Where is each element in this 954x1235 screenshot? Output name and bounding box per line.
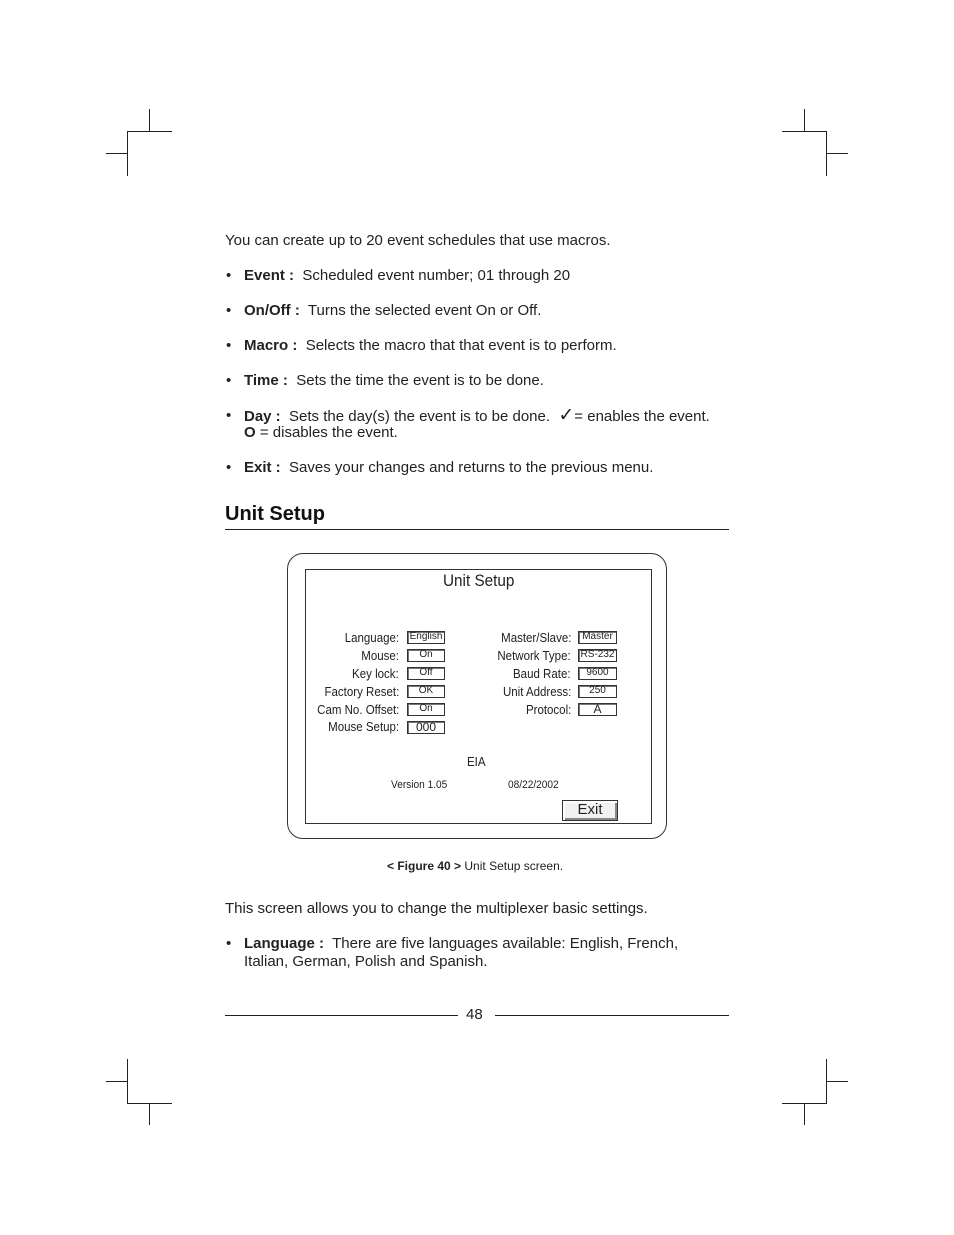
bullet-desc: Scheduled event number; 01 through 20 xyxy=(302,267,571,284)
bullet-time xyxy=(244,372,544,390)
mouse-setup-label: Mouse Setup: xyxy=(328,720,399,734)
crop-mark xyxy=(128,131,172,132)
bullet-desc: There are five languages available: English, French, xyxy=(332,935,679,952)
crop-mark xyxy=(826,153,848,154)
crop-mark xyxy=(804,1103,805,1125)
screen-title: Unit Setup xyxy=(443,571,515,590)
bullet-icon: • xyxy=(226,459,232,476)
baud-rate-select[interactable]: 9600 xyxy=(578,667,617,680)
bullet-desc-after: = enables the event. xyxy=(574,408,710,425)
bullet-day-line2 xyxy=(244,424,398,442)
bullet-icon: • xyxy=(226,372,232,389)
baud-rate-label: Baud Rate: xyxy=(513,667,571,681)
bullet-icon: • xyxy=(226,302,232,319)
bullet-language xyxy=(244,935,678,953)
figure-number: < Figure 40 > xyxy=(387,859,462,873)
bullet-term: Event : xyxy=(244,267,295,284)
bullet-term: On/Off : xyxy=(244,302,300,319)
bullet-icon: • xyxy=(226,267,232,284)
bullet-language-line2: Italian, German, Polish and Spanish. xyxy=(244,953,488,970)
bullet-term: O xyxy=(244,424,256,441)
crop-mark xyxy=(106,153,128,154)
mouse-setup-field[interactable]: 000 xyxy=(407,721,445,734)
crop-mark xyxy=(106,1081,128,1082)
crop-mark xyxy=(782,131,827,132)
section-divider xyxy=(225,529,729,530)
standard-label: EIA xyxy=(467,755,486,769)
language-label: Language: xyxy=(344,631,399,645)
network-type-label: Network Type: xyxy=(497,649,571,663)
exit-button[interactable]: Exit xyxy=(562,800,618,821)
version-label: Version 1.05 xyxy=(391,779,448,791)
bullet-term: Language : xyxy=(244,935,325,952)
protocol-select[interactable]: A xyxy=(578,703,617,716)
footer-rule-left xyxy=(225,1015,458,1016)
mouse-select[interactable]: On xyxy=(407,649,445,662)
bullet-desc: = disables the event. xyxy=(259,424,398,441)
language-select[interactable]: English xyxy=(407,631,445,644)
bullet-term: Day : xyxy=(244,408,281,425)
keylock-select[interactable]: Off xyxy=(407,667,445,680)
cam-offset-select[interactable]: On xyxy=(407,703,445,716)
body-text: This screen allows you to change the multiplexer basic settings. xyxy=(225,900,648,917)
bullet-term: Macro : xyxy=(244,337,298,354)
bullet-icon: • xyxy=(226,407,232,424)
factory-reset-button[interactable]: OK xyxy=(407,685,445,698)
crop-mark xyxy=(804,109,805,131)
section-title: Unit Setup xyxy=(225,503,325,525)
bullet-onoff xyxy=(244,302,541,320)
protocol-label: Protocol: xyxy=(525,703,571,717)
figure-caption-text: Unit Setup screen. xyxy=(464,859,564,873)
intro-text: You can create up to 20 event schedules that use macros. xyxy=(225,232,611,249)
bullet-icon: • xyxy=(226,935,232,952)
bullet-event xyxy=(244,267,570,285)
check-icon: ✓ xyxy=(558,405,575,426)
crop-mark xyxy=(149,1103,150,1125)
cam-offset-label: Cam No. Offset: xyxy=(316,703,399,717)
crop-mark xyxy=(826,1081,848,1082)
bullet-macro xyxy=(244,337,617,355)
footer-rule-right xyxy=(495,1015,729,1016)
keylock-label: Key lock: xyxy=(352,667,399,681)
bullet-desc: Turns the selected event On or Off. xyxy=(307,302,542,319)
crop-mark xyxy=(149,109,150,131)
bullet-desc: Selects the macro that that event is to perform. xyxy=(305,337,617,354)
bullet-exit xyxy=(244,459,653,477)
bullet-term: Time : xyxy=(244,372,288,389)
figure-caption xyxy=(387,859,563,874)
unit-address-field[interactable]: 250 xyxy=(578,685,617,698)
network-type-select[interactable]: RS-232 xyxy=(578,649,617,662)
bullet-icon: • xyxy=(226,337,232,354)
bullet-desc: Saves your changes and returns to the previous menu. xyxy=(289,459,654,476)
mouse-label: Mouse: xyxy=(361,649,399,663)
bullet-desc: Sets the time the event is to be done. xyxy=(296,372,544,389)
bullet-desc: Sets the day(s) the event is to be done. xyxy=(289,408,551,425)
date-label: 08/22/2002 xyxy=(508,779,559,791)
page-number: 48 xyxy=(466,1006,483,1023)
master-slave-label: Master/Slave: xyxy=(500,631,571,645)
unit-address-label: Unit Address: xyxy=(502,685,571,699)
factory-reset-label: Factory Reset: xyxy=(324,685,399,699)
bullet-term: Exit : xyxy=(244,459,281,476)
crop-mark xyxy=(128,1103,172,1104)
master-slave-select[interactable]: Master xyxy=(578,631,617,644)
